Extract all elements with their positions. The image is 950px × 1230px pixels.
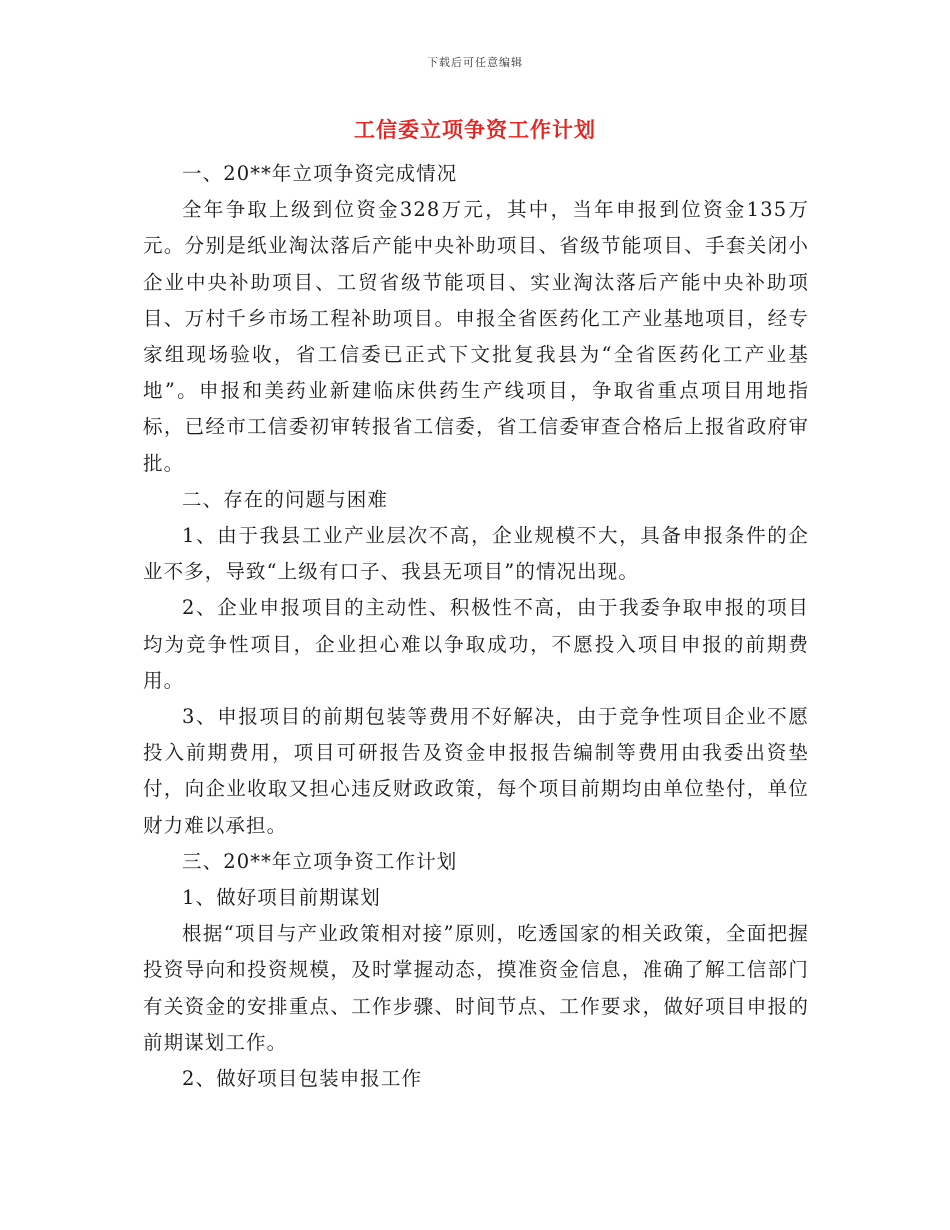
- subheading-plan-2: 2、做好项目包装申报工作: [182, 1067, 423, 1091]
- paragraph-completion-summary: 全年争取上级到位资金328万元，其中，当年申报到位资金135万元。分别是纸业淘汰落后产能中央补助项目、省级节能项目、手套关闭小企业中央补助项目、工贸省级节能项目、实业淘汰落后产能中央补助项目、万村千乡市场工程补助项目。申报全省医药化工产业基地项目，经专家组现场验收，省工信委已正式下文批复我县为“全省医药化工产业基地”。申报和美药业新建临床供药生产线项目，争取省重点项目用地指标，已经市工信委初审转报省工信委，省工信委审查合格后上报省政府审批。: [143, 198, 809, 475]
- document-title: 工信委立项争资工作计划: [354, 117, 596, 142]
- section-heading-1: 一、20**年立项争资完成情况: [182, 162, 458, 185]
- section-heading-3: 三、20**年立项争资工作计划: [182, 849, 458, 873]
- page-header: 下载后可任意编辑: [427, 56, 523, 69]
- paragraph-problem-1: 1、由于我县工业产业层次不高，企业规模不大，具备申报条件的企业不多，导致“上级有口子、我县无项目”的情况出现。: [143, 524, 809, 584]
- section-heading-2: 二、存在的问题与困难: [182, 487, 389, 511]
- paragraph-problem-3: 3、申报项目的前期包装等费用不好解决，由于竞争性项目企业不愿投入前期费用，项目可研报告及资金申报报告编制等费用由我委出资垫付，向企业收取又担心违反财政政策，每个项目前期均由单位垫付，单位财力难以承担。: [143, 705, 809, 837]
- document-body: [143, 156, 809, 1097]
- paragraph-problem-2: 2、企业申报项目的主动性、积极性不高，由于我委争取申报的项目均为竞争性项目，企业担心难以争取成功，不愿投入项目申报的前期费用。: [143, 596, 809, 692]
- subheading-plan-1: 1、做好项目前期谋划: [182, 886, 381, 910]
- paragraph-plan-1: 根据“项目与产业政策相对接”原则，吃透国家的相关政策，全面把握投资导向和投资规模，及时掌握动态，摸准资金信息，准确了解工信部门有关资金的安排重点、工作步骤、时间节点、工作要求，做好项目申报的前期谋划工作。: [143, 922, 809, 1054]
